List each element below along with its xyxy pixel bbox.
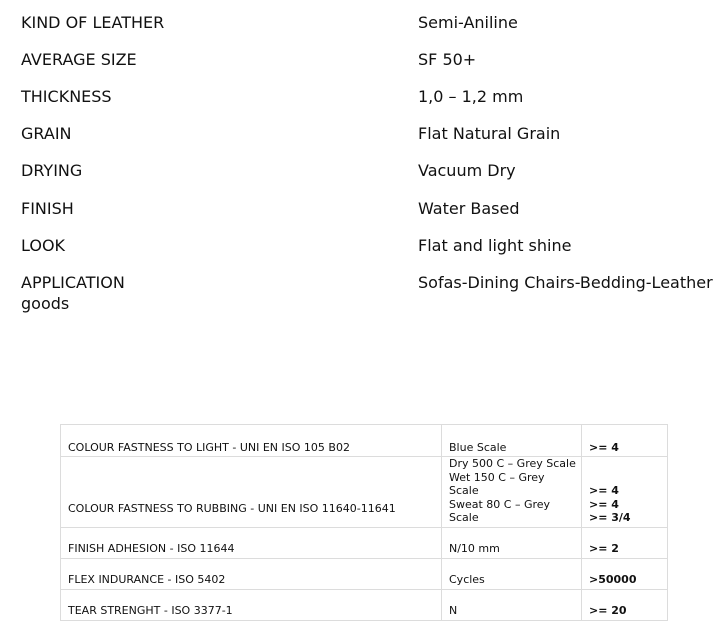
test-result: >= 4 — [582, 425, 668, 457]
spec-label: DRYING — [21, 161, 83, 180]
test-result: >= 20 — [582, 589, 668, 620]
table-row — [61, 457, 668, 528]
spec-label: APPLICATION goods — [21, 273, 125, 313]
test-result — [582, 457, 668, 528]
spec-label: THICKNESS — [21, 87, 112, 106]
test-method: Cycles — [442, 558, 582, 589]
test-name: FINISH ADHESION - ISO 11644 — [61, 527, 442, 558]
test-result-line: >= 3/4 — [589, 511, 631, 524]
test-method-line: Wet 150 C – Grey Scale — [449, 470, 545, 497]
spec-label: GRAIN — [21, 124, 72, 143]
test-result: >50000 — [582, 558, 668, 589]
spec-value: Flat and light shine — [418, 236, 572, 255]
spec-value: SF 50+ — [418, 50, 477, 69]
spec-label: KIND OF LEATHER — [21, 13, 165, 32]
spec-value: Semi-Aniline — [418, 13, 518, 32]
spec-label: FINISH — [21, 199, 74, 218]
test-method-line: Dry 500 C – Grey Scale — [449, 457, 576, 470]
spec-value: Water Based — [418, 199, 520, 218]
spec-label: AVERAGE SIZE — [21, 50, 137, 69]
test-name: COLOUR FASTNESS TO RUBBING - UNI EN ISO 11640-11641 — [61, 457, 442, 528]
test-result-line: >= 4 — [589, 484, 619, 497]
test-method: N — [442, 589, 582, 620]
table-row — [61, 589, 668, 620]
test-method-line: Sweat 80 C – Grey Scale — [449, 497, 551, 524]
test-name: FLEX INDURANCE - ISO 5402 — [61, 558, 442, 589]
spec-value: Flat Natural Grain — [418, 124, 561, 143]
test-method: Blue Scale — [442, 425, 582, 457]
spec-label: LOOK — [21, 236, 66, 255]
table-row — [61, 558, 668, 589]
spec-value: Vacuum Dry — [418, 161, 516, 180]
test-name: COLOUR FASTNESS TO LIGHT - UNI EN ISO 105 B02 — [61, 425, 442, 457]
spec-value: Sofas-Dining Chairs-Bedding-Leather — [418, 273, 713, 292]
spec-value: 1,0 – 1,2 mm — [418, 87, 524, 106]
test-name: TEAR STRENGHT - ISO 3377-1 — [61, 589, 442, 620]
test-result-line: >= 4 — [589, 497, 619, 511]
table-row — [61, 425, 668, 457]
test-method — [442, 457, 582, 528]
test-method: N/10 mm — [442, 527, 582, 558]
test-result: >= 2 — [582, 527, 668, 558]
table-row — [61, 527, 668, 558]
test-results-table — [60, 424, 668, 621]
